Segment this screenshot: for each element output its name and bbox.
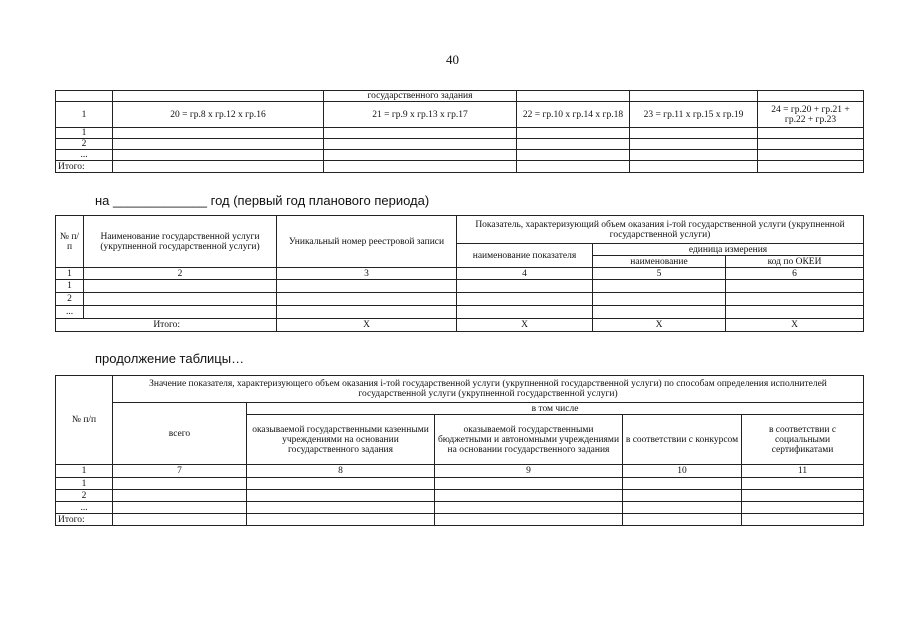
column-number: 3 [277,268,457,280]
table-row-total [56,319,864,332]
column-number: 6 [726,268,864,280]
planning-year-heading: на _____________ год (первый год планового периода) [95,193,430,208]
col-contest-header: в соответствии с конкурсом [623,415,742,465]
col-number-header: № п/п [56,376,113,465]
table-row [56,490,864,502]
col-total-header: всего [113,403,247,465]
row-label: 2 [56,490,113,502]
row-label: 2 [56,293,84,306]
table-row [56,128,864,139]
column-number: 8 [247,465,435,478]
page-number: 40 [446,52,459,67]
row-label: ... [56,306,84,319]
col-value-header: Значение показателя, характеризующего объем оказания i-той государственной услуги (укрупненной государственной услуги) по способам определения исполнителей государственной услуги (укрупненной государственной услуги) [113,376,864,403]
col-indicator-name-header: наименование показателя [457,244,593,268]
table-continuation-formulas [55,90,864,173]
total-label: Итого: [56,514,113,526]
col-indicator-header: Показатель, характеризующий объем оказания i-той государственной услуги (укрупненной государственной услуги) [457,216,864,244]
table1-formula-col20: 20 = гр.8 х гр.12 х гр.16 [113,102,324,128]
total-mark: X [593,319,726,332]
column-number: 1 [56,465,113,478]
table-service-volume [55,215,864,332]
table-row [56,293,864,306]
row-label: 2 [56,139,113,150]
table1-formula-col22: 22 = гр.10 х гр.14 х гр.18 [517,102,630,128]
table-row [56,280,864,293]
table-row [56,139,864,150]
column-number: 10 [623,465,742,478]
table1-formula-col21: 21 = гр.9 х гр.13 х гр.17 [324,102,517,128]
column-number: 5 [593,268,726,280]
row-label: ... [56,502,113,514]
row-label: 1 [56,478,113,490]
total-mark: X [277,319,457,332]
table-row [56,502,864,514]
table-row-total [56,161,864,173]
column-numbers-row [56,465,864,478]
total-mark: X [726,319,864,332]
row-label: ... [56,150,113,161]
col-number-header: № п/п [56,216,84,268]
table1-formula-col24: 24 = гр.20 + гр.21 + гр.22 + гр.23 [758,102,864,128]
table1-top-header: государственного задания [324,91,517,102]
col-unit-header: единица измерения [593,244,864,256]
table-row [56,478,864,490]
column-number: 7 [113,465,247,478]
column-number: 9 [435,465,623,478]
table1-formula-col23: 23 = гр.11 х гр.15 х гр.19 [630,102,758,128]
col-state-institutions-header: оказываемой государственными казенными учреждениями на основании государственного задания [247,415,435,465]
column-numbers-row [56,268,864,280]
column-number: 2 [84,268,277,280]
col-service-name-header: Наименование государственной услуги (укрупненной государственной услуги) [84,216,277,268]
col-okei-code-header: код по ОКЕИ [726,256,864,268]
table-row [56,306,864,319]
table-value-by-method [55,375,864,526]
col-registry-number-header: Уникальный номер реестровой записи [277,216,457,268]
column-number: 4 [457,268,593,280]
table-continuation-heading: продолжение таблицы… [95,351,245,366]
col-including-header: в том числе [247,403,864,415]
column-number: 11 [742,465,864,478]
table1-formula-num: 1 [56,102,113,128]
table-row [56,150,864,161]
total-mark: X [457,319,593,332]
column-number: 1 [56,268,84,280]
row-label: 1 [56,280,84,293]
table-row-total [56,514,864,526]
row-label: 1 [56,128,113,139]
total-label: Итого: [56,161,113,173]
col-certificates-header: в соответствии с социальными сертификатами [742,415,864,465]
total-label: Итого: [56,319,277,332]
col-budget-institutions-header: оказываемой государственными бюджетными и автономными учреждениями на основании государственного задания [435,415,623,465]
col-unit-name-header: наименование [593,256,726,268]
